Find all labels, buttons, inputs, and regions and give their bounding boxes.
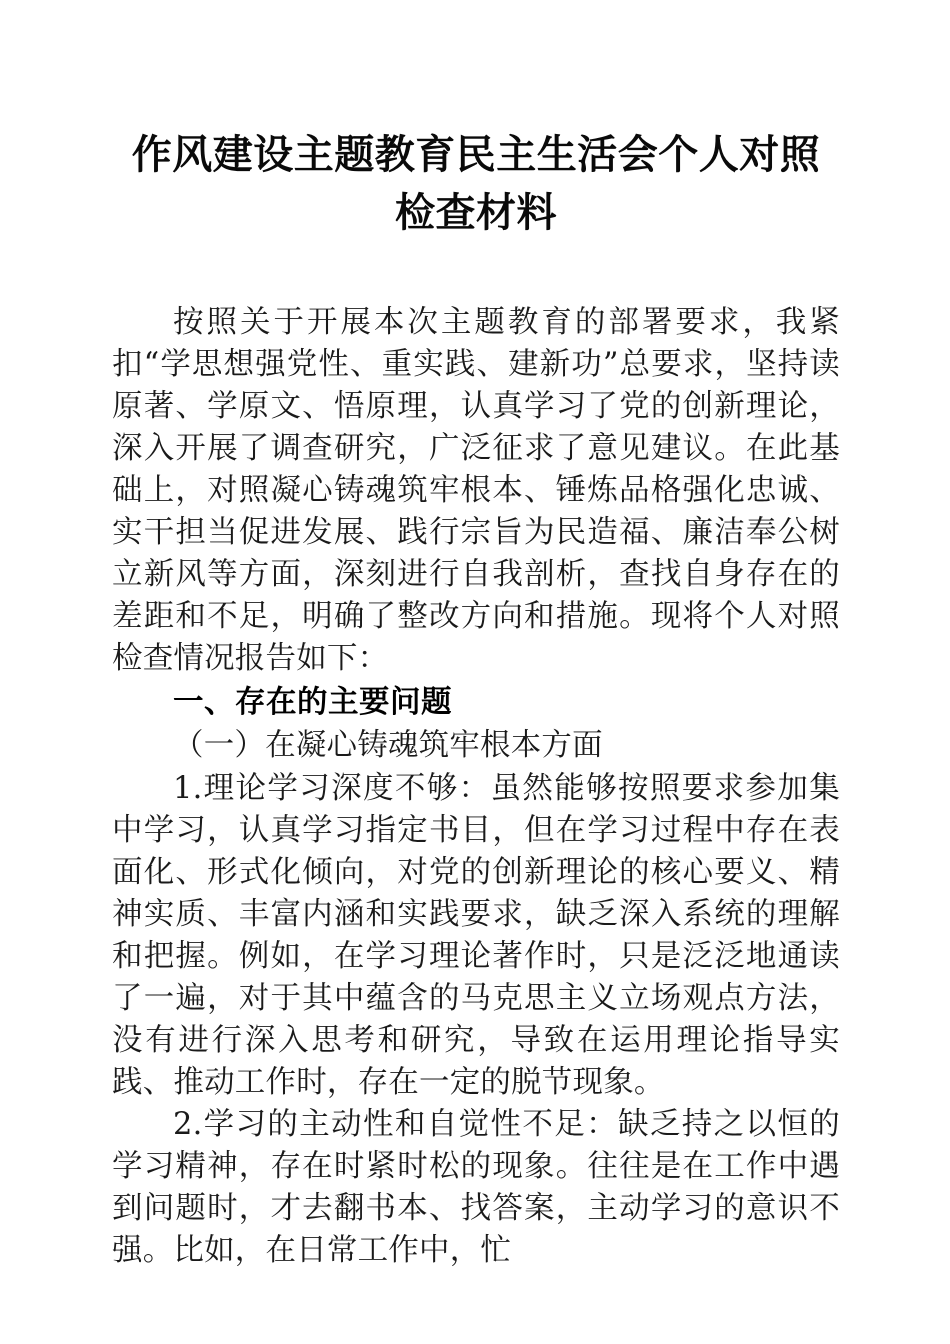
- document-body: [112, 126, 840, 1272]
- intro-paragraph: 按照关于开展本次主题教育的部署要求，我紧扣“学思想强党性、重实践、建新功”总要求，坚持读原著、学原文、悟原理，认真学习了党的创新理论，深入开展了调查研究，广泛征求了意见建议。在此基础上，对照凝心铸魂筑牢根本、锤炼品格强化忠诚、实干担当促进发展、践行宗旨为民造福、廉洁奉公树立新风等方面，深刻进行自我剖析，查找自身存在的差距和不足，明确了整改方向和措施。现将个人对照检查情况报告如下：: [112, 305, 840, 676]
- page-title: 作风建设主题教育民主生活会个人对照检查材料: [131, 132, 821, 235]
- item-paragraph-1: 1.理论学习深度不够：虽然能够按照要求参加集中学习，认真学习指定书目，但在学习过程中存在表面化、形式化倾向，对党的创新理论的核心要义、精神实质、丰富内涵和实践要求，缺乏深入系统的理解和把握。例如，在学习理论著作时，只是泛泛地通读了一遍，对于其中蕴含的马克思主义立场观点方法，没有进行深入思考和研究，导致在运用理论指导实践、推动工作时，存在一定的脱节现象。: [112, 771, 840, 1100]
- title-spacer: [112, 242, 840, 302]
- section-heading-1: 一、存在的主要问题: [173, 685, 452, 719]
- subsection-heading-1-1: （一）在凝心铸魂筑牢根本方面: [173, 728, 603, 763]
- item-paragraph-2: 2.学习的主动性和自觉性不足：缺乏持之以恒的学习精神，存在时紧时松的现象。往往是在工作中遇到问题时，才去翻书本、找答案，主动学习的意识不强。比如，在日常工作中，忙: [112, 1107, 840, 1268]
